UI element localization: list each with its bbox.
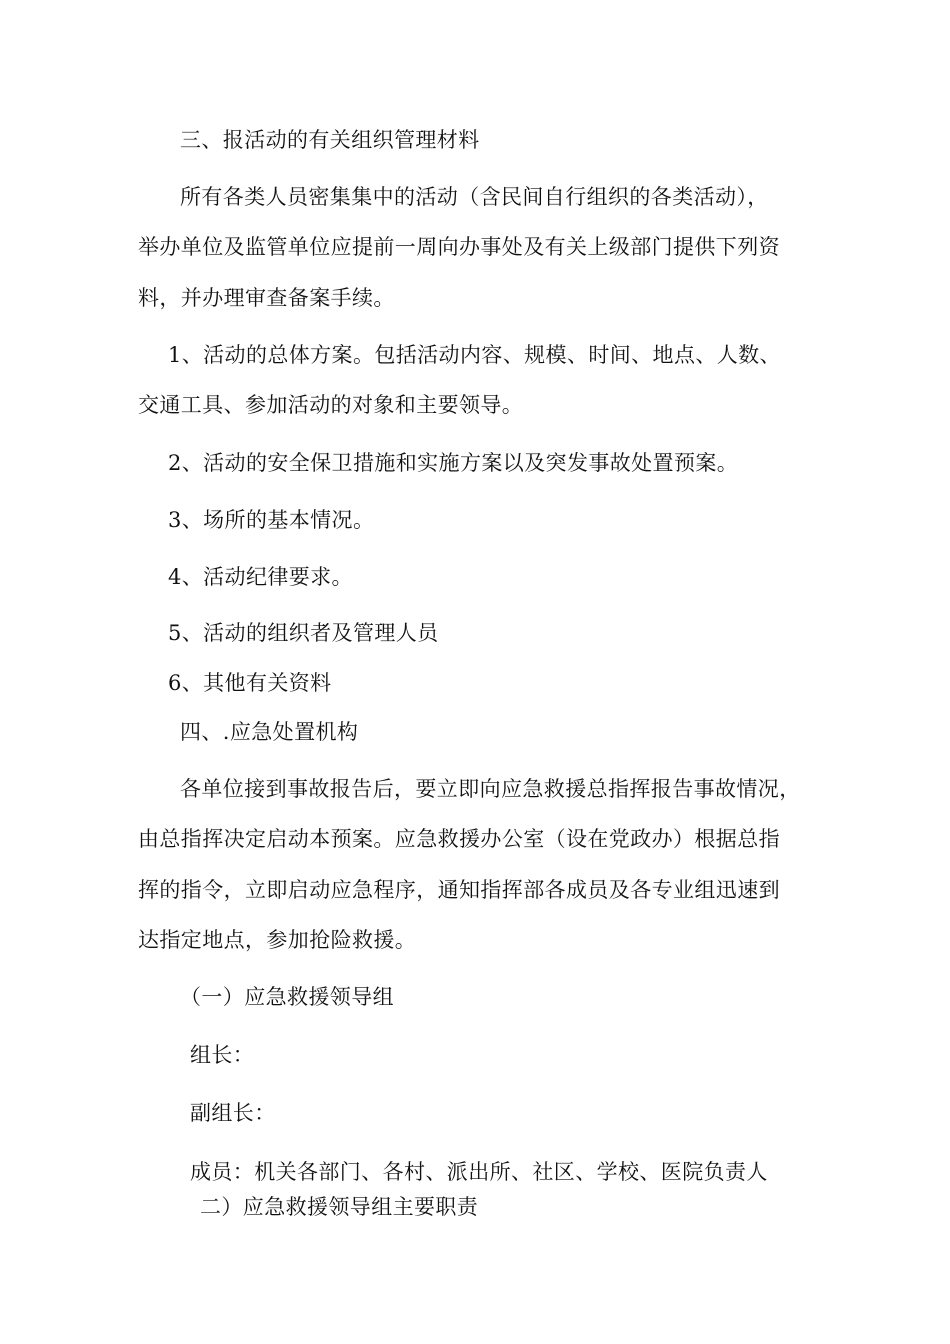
item-1-line-1: 1、活动的总体方案。包括活动内容、规模、时间、地点、人数、 bbox=[168, 343, 781, 367]
subsection-1-heading: （一）应急救援领导组 bbox=[180, 985, 394, 1009]
deputy-leader-field: 副组长： bbox=[190, 1101, 276, 1125]
leader-field: 组长： bbox=[190, 1043, 255, 1067]
item-4: 4、活动纪律要求。 bbox=[168, 565, 353, 589]
section-3-heading: 三、报活动的有关组织管理材料 bbox=[180, 128, 480, 152]
subsection-2-heading: 二）应急救援领导组主要职责 bbox=[200, 1195, 479, 1219]
members-field: 成员：机关各部门、各村、派出所、社区、学校、医院负责人 bbox=[190, 1160, 768, 1184]
section-4-para-line-2: 由总指挥决定启动本预案。应急救援办公室（设在党政办）根据总指 bbox=[138, 827, 780, 851]
item-2: 2、活动的安全保卫措施和实施方案以及突发事故处置预案。 bbox=[168, 451, 739, 475]
section-3-intro-line-3: 料，并办理审查备案手续。 bbox=[138, 286, 395, 310]
section-4-para-line-1: 各单位接到事故报告后，要立即向应急救援总指挥报告事故情况， bbox=[180, 777, 801, 801]
item-5: 5、活动的组织者及管理人员 bbox=[168, 621, 439, 645]
item-6: 6、其他有关资料 bbox=[168, 671, 332, 695]
section-4-para-line-3: 挥的指令，立即启动应急程序，通知指挥部各成员及各专业组迅速到 bbox=[138, 878, 780, 902]
section-3-intro-line-2: 举办单位及监管单位应提前一周向办事处及有关上级部门提供下列资 bbox=[138, 235, 780, 259]
section-4-heading: 四、.应急处置机构 bbox=[180, 720, 359, 744]
section-3-intro-line-1: 所有各类人员密集集中的活动（含民间自行组织的各类活动）， bbox=[180, 185, 769, 209]
section-4-para-line-4: 达指定地点，参加抢险救援。 bbox=[138, 928, 417, 952]
item-3: 3、场所的基本情况。 bbox=[168, 508, 375, 532]
item-1-line-2: 交通工具、参加活动的对象和主要领导。 bbox=[138, 393, 524, 417]
